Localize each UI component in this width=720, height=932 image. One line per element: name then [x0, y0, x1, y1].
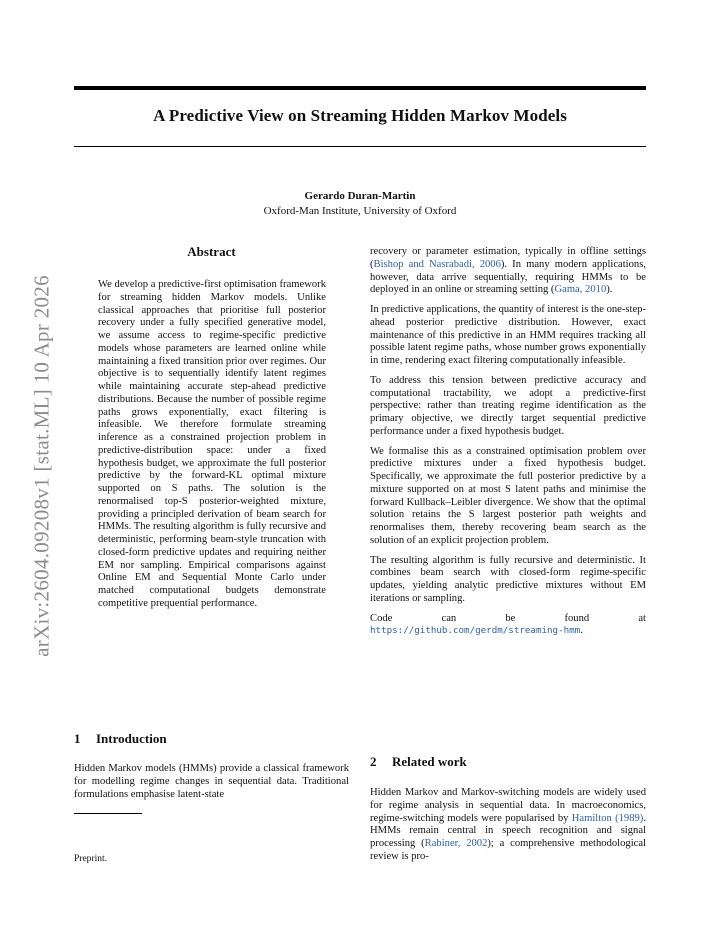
section-1-heading [74, 731, 167, 747]
section-1-title: Introduction [96, 731, 167, 746]
citation-hamilton[interactable]: Hamilton [571, 812, 612, 824]
text-span: recovery or parameter estimation, typically in offline settings ( [370, 246, 646, 270]
related-paragraph [370, 787, 646, 871]
section-1-number: 1 [74, 731, 81, 746]
section-2-title: Related work [392, 754, 467, 769]
intro-paragraph [74, 763, 349, 808]
paragraph-algorithm: The resulting algorithm is fully recursive and deterministic. It combines beam search with closed-form regime-specific updates, yielding analytic predictive mixtures without EM iterations or sampling. [370, 554, 646, 604]
text-span: Code can be found at [370, 612, 646, 624]
paragraph-formalise: We formalise this as a constrained optimisation problem over predictive mixtures under a fixed hypothesis budget. Specifically, we approximate the full posterior predictive by a mixture supported on at most S latent paths and minimise the forward Kullback–Leibler divergence. We show that the optimal solution retains the S largest posterior path weights and renormalises them, thereby recovering beam search as the solution of an explicit projection problem. [370, 445, 646, 546]
footnote-rule [74, 813, 142, 814]
paragraph-predictive: In predictive applications, the quantity of interest is the one-step-ahead posterior predictive distribution. However, exact maintenance of this predictive in an HMM requires tracking all possible latent regime paths, whose number grows exponentially in time, rendering exact filtering computationally infeasible. [370, 304, 646, 366]
citation-bishop[interactable]: Bishop and Nasrabadi, 2006 [373, 258, 501, 270]
right-column-text [370, 246, 646, 645]
abstract-text: We develop a predictive-first optimisation framework for streaming hidden Markov models. Unlike classical approaches that prioritise full posterior recovery under a fully specified generative model, we assume access to regime-specific predictive models whose parameters are learned online while maintaining a fixed transition prior over regimes. Our objective is to sequentially identify latent regimes while maintaining accurate step-ahead predictive distributions. Because the number of possible regime paths grows exponentially, exact filtering is infeasible. We therefore formulate streaming inference as a constrained projection problem in predictive-distribution space: under a fixed hypothesis budget, we approximate the full posterior predictive by the forward-KL optimal mixture supported on S paths. The solution is the renormalised top-S posterior-weighted mixture, providing a principled derivation of beam search for HMMs. The resulting algorithm is fully recursive and deterministic, performing beam-style truncation with closed-form predictive updates and requiring neither EM nor sampling. Empirical comparisons against Online EM and Sequential Monte Carlo under matched computational budgets demonstrate competitive prequential performance. [98, 279, 326, 609]
citation-hamilton-year[interactable]: (1989) [615, 812, 644, 824]
footnote-preprint: Preprint. [74, 854, 107, 864]
citation-gama[interactable]: Gama, 2010 [554, 284, 607, 296]
author-affiliation: Oxford-Man Institute, University of Oxford [263, 205, 457, 217]
intro-text: Hidden Markov models (HMMs) provide a classical framework for modelling regime changes in sequential data. Traditional formulations emphasise latent-state [74, 763, 349, 800]
github-link[interactable]: https://github.com/gerdm/streaming-hmm [370, 625, 581, 637]
text-span: ). [606, 284, 613, 296]
section-2-heading [370, 754, 467, 770]
section-2-number: 2 [370, 754, 377, 769]
text-span: ); a comprehensive methodological review is pro- [370, 838, 646, 862]
top-rule [74, 86, 646, 90]
paragraph-tension: To address this tension between predictive accuracy and computational tractability, we adopt a predictive-first perspective: rather than treating regime identification as the primary objective, we directly target sequential predictive performance under a fixed hypothesis budget. [370, 374, 646, 437]
paragraph-recovery [370, 246, 646, 297]
title-rule [74, 146, 646, 147]
text-span: . [580, 625, 583, 637]
text-span: . HMMs remain central in speech recognition and signal processing ( [370, 812, 646, 849]
paper-title: A Predictive View on Streaming Hidden Markov Models [153, 106, 567, 125]
text-span: Hidden Markov and Markov-switching models are widely used for regime analysis in sequential data. In macroeconomics, regime-switching models were popularised by [370, 787, 646, 824]
paragraph-code [370, 613, 646, 639]
related-text [370, 787, 646, 864]
abstract-heading: Abstract [187, 244, 236, 259]
text-span: ). In many modern applications, however, data arrive sequentially, requiring HMMs to be deployed in an online or streaming setting ( [370, 258, 646, 296]
arxiv-stamp: arXiv:2604.09208v1 [stat.ML] 10 Apr 2026 [29, 275, 54, 657]
citation-rabiner[interactable]: Rabiner, 2002 [424, 838, 488, 849]
author-name: Gerardo Duran-Martin [304, 190, 416, 202]
